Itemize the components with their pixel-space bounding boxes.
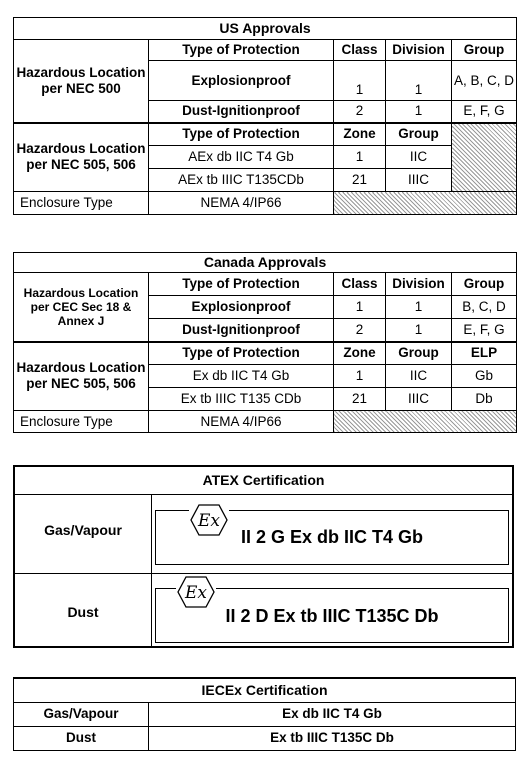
- atex-dust-marking: II 2 D Ex tb IIIC T135C Db: [225, 606, 439, 626]
- us-col-group-505: Group: [386, 123, 452, 146]
- canada-505-elp: Db: [452, 388, 517, 411]
- iecex-gas-value: Ex db IIC T4 Gb: [149, 702, 516, 726]
- canada-row-group: E, F, G: [452, 319, 517, 342]
- canada-col-type-505: Type of Protection: [149, 342, 334, 365]
- iecex-title: IECEx Certification: [14, 678, 516, 702]
- us-col-division: Division: [386, 40, 452, 61]
- canada-row-type: Dust-Ignitionproof: [149, 319, 334, 342]
- canada-col-elp: ELP: [452, 342, 517, 365]
- atex-title: ATEX Certification: [15, 467, 512, 495]
- us-approvals-table: [13, 17, 517, 215]
- us-row-type: Explosionproof: [149, 61, 334, 101]
- atex-dust-label: Dust: [67, 604, 99, 620]
- canada-505-group: IIIC: [386, 388, 452, 411]
- canada-col-type: Type of Protection: [149, 273, 334, 296]
- iecex-dust-value: Ex tb IIIC T135C Db: [149, 726, 516, 750]
- canada-row-division: 1: [386, 319, 452, 342]
- iecex-gas-label: Gas/Vapour: [14, 702, 149, 726]
- canada-cec-label: Hazardous Location per CEC Sec 18 & Annex J: [14, 273, 149, 342]
- us-nec505-label: Hazardous Location per NEC 505, 506: [14, 123, 149, 192]
- us-row-division: 1: [386, 61, 452, 101]
- us-row-class: 1: [334, 61, 386, 101]
- canada-col-group: Group: [452, 273, 517, 296]
- us-col-class: Class: [334, 40, 386, 61]
- canada-col-zone: Zone: [334, 342, 386, 365]
- atex-column-divider: [151, 494, 152, 646]
- us-approvals-title: US Approvals: [14, 18, 517, 40]
- canada-505-zone: 21: [334, 388, 386, 411]
- canada-row-class: 1: [334, 296, 386, 319]
- ex-hexagon-icon: [176, 575, 216, 609]
- us-row-class: 2: [334, 101, 386, 123]
- svg-text:Ex: Ex: [185, 583, 207, 603]
- canada-enclosure-value: NEMA 4/IP66: [149, 411, 334, 433]
- us-col-type-505: Type of Protection: [149, 123, 334, 146]
- us-enclosure-hatched: [334, 192, 517, 215]
- atex-row-divider: [15, 573, 512, 574]
- us-enclosure-label: Enclosure Type: [14, 192, 149, 215]
- canada-505-type: Ex db IIC T4 Gb: [149, 365, 334, 388]
- svg-text:Ex: Ex: [198, 511, 220, 531]
- us-505-type: AEx db IIC T4 Gb: [149, 146, 334, 169]
- canada-col-class: Class: [334, 273, 386, 296]
- canada-505-zone: 1: [334, 365, 386, 388]
- ex-hexagon-icon: [189, 503, 229, 537]
- us-row-division: 1: [386, 101, 452, 123]
- us-505-group: IIIC: [386, 169, 452, 192]
- canada-505-elp: Gb: [452, 365, 517, 388]
- canada-approvals-title: Canada Approvals: [14, 253, 517, 273]
- atex-gas-marking: II 2 G Ex db IIC T4 Gb: [240, 527, 424, 547]
- us-505-type: AEx tb IIIC T135CDb: [149, 169, 334, 192]
- canada-505-group: IIC: [386, 365, 452, 388]
- us-nec500-label: Hazardous Location per NEC 500: [14, 40, 149, 123]
- us-hatched-cell: [452, 123, 517, 192]
- us-505-zone: 1: [334, 146, 386, 169]
- us-col-type: Type of Protection: [149, 40, 334, 61]
- canada-row-class: 2: [334, 319, 386, 342]
- canada-col-group-505: Group: [386, 342, 452, 365]
- canada-approvals-table: [13, 252, 517, 433]
- canada-enclosure-hatched: [334, 411, 517, 433]
- us-row-group: A, B, C, D: [452, 61, 517, 101]
- canada-nec505-label: Hazardous Location per NEC 505, 506: [14, 342, 149, 411]
- canada-row-division: 1: [386, 296, 452, 319]
- canada-row-group: B, C, D: [452, 296, 517, 319]
- canada-col-division: Division: [386, 273, 452, 296]
- atex-gas-label: Gas/Vapour: [44, 522, 122, 538]
- canada-enclosure-label: Enclosure Type: [14, 411, 149, 433]
- canada-row-type: Explosionproof: [149, 296, 334, 319]
- us-row-group: E, F, G: [452, 101, 517, 123]
- iecex-certification-table: [13, 677, 516, 751]
- us-505-group: IIC: [386, 146, 452, 169]
- atex-certification-box: [13, 465, 514, 648]
- us-col-group: Group: [452, 40, 517, 61]
- us-row-type: Dust-Ignitionproof: [149, 101, 334, 123]
- canada-505-type: Ex tb IIIC T135 CDb: [149, 388, 334, 411]
- us-col-zone: Zone: [334, 123, 386, 146]
- us-enclosure-value: NEMA 4/IP66: [149, 192, 334, 215]
- iecex-dust-label: Dust: [14, 726, 149, 750]
- us-505-zone: 21: [334, 169, 386, 192]
